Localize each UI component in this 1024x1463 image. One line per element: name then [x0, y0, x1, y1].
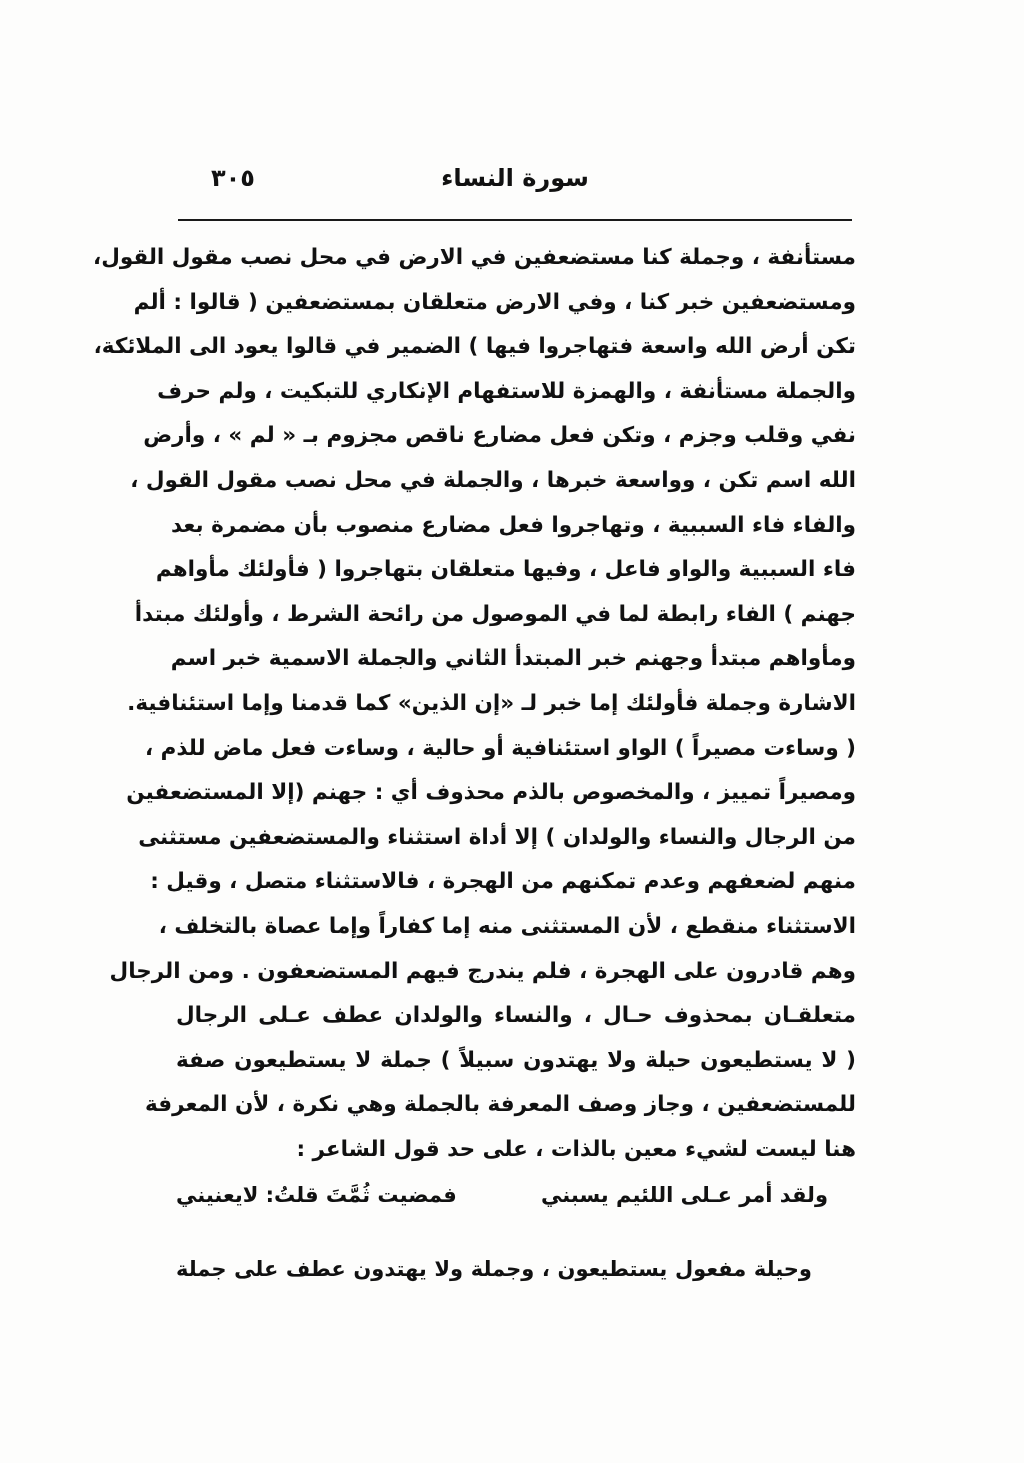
text-line: وهم قادرون على الهجرة ، فلم يندرج فيهم المستضعفون . ومن الرجال — [109, 958, 856, 984]
text-line: تكن أرض الله واسعة فتهاجروا فيها ) الضمير في قالوا يعود الى الملائكة، — [93, 334, 856, 360]
text-line: ومصيراً تمييز ، والمخصوص بالذم محذوف أي : جهنم (إلا المستضعفين — [126, 780, 856, 806]
verse-first-hemistich: ولقد أمر عـلى اللئيم يسبني — [541, 1183, 828, 1207]
text-line: متعلقـان بمحذوف حـال ، والنساء والولدان عطف عـلى الرجال — [176, 1003, 856, 1029]
poetry-verse — [176, 1172, 856, 1218]
text-line: فاء السببية والواو فاعل ، وفيها متعلقان بتهاجروا ( فأولئك مأواهم — [155, 557, 856, 583]
text-line: نفي وقلب وجزم ، وتكن فعل مضارع ناقص مجزوم بـ « لم » ، وأرض — [143, 423, 856, 449]
text-line: ( وساءت مصيراً ) الواو استئنافية أو حالية ، وساءت فعل ماض للذم ، — [144, 735, 856, 761]
verse-second-hemistich: فمضيت ثُمَّتَ قلتُ: لايعنيني — [176, 1183, 457, 1207]
text-line: جهنم ) الفاء رابطة لما في الموصول من رائحة الشرط ، وأولئك مبتدأ — [134, 601, 856, 627]
text-line: ومستضعفين خبر كنا ، وفي الارض متعلقان بمستضعفين ( قالوا : ألم — [133, 289, 856, 315]
text-line: الاشارة وجملة فأولئك إما خبر لـ «إن الذين» كما قدمنا وإما استئنافية. — [127, 690, 856, 716]
header-divider — [178, 219, 852, 221]
text-line: مستأنفة ، وجملة كنا مستضعفين في الارض في محل نصب مقول القول، — [93, 245, 856, 270]
closing-text-line: وحيلة مفعول يستطيعون ، وجملة ولا يهتدون عطف على جملة — [176, 1257, 812, 1281]
page-header — [175, 158, 855, 202]
text-line: هنا ليست لشيء معين بالذات ، على حد قول الشاعر : — [296, 1136, 856, 1162]
text-line: للمستضعفين ، وجاز وصف المعرفة بالجملة وهي نكرة ، لأن المعرفة — [144, 1092, 856, 1118]
text-line: والجملة مستأنفة ، والهمزة للاستفهام الإنكاري للتبكيت ، ولم حرف — [157, 378, 856, 404]
commentary-body — [93, 236, 856, 1172]
surah-title: سورة النساء — [441, 164, 589, 192]
text-line: من الرجال والنساء والولدان ) إلا أداة استثناء والمستضعفين مستثنى — [138, 824, 856, 850]
text-line: والفاء فاء السببية ، وتهاجروا فعل مضارع منصوب بأن مضمرة بعد — [171, 512, 856, 538]
text-line: الاستثناء منقطع ، لأن المستثنى منه إما كفاراً وإما عصاة بالتخلف ، — [158, 913, 856, 939]
text-line: ومأواهم مبتدأ وجهنم خبر المبتدأ الثاني والجملة الاسمية خبر اسم — [170, 646, 856, 672]
text-line: الله اسم تكن ، وواسعة خبرها ، والجملة في محل نصب مقول القول ، — [130, 467, 856, 493]
text-line: منهم لضعفهم وعدم تمكنهم من الهجرة ، فالاستثناء متصل ، وقيل : — [150, 869, 856, 895]
page-number: ٣٠٥ — [211, 164, 255, 192]
text-line: ( لا يستطيعون حيلة ولا يهتدون سبيلاً ) جملة لا يستطيعون صفة — [176, 1047, 856, 1073]
